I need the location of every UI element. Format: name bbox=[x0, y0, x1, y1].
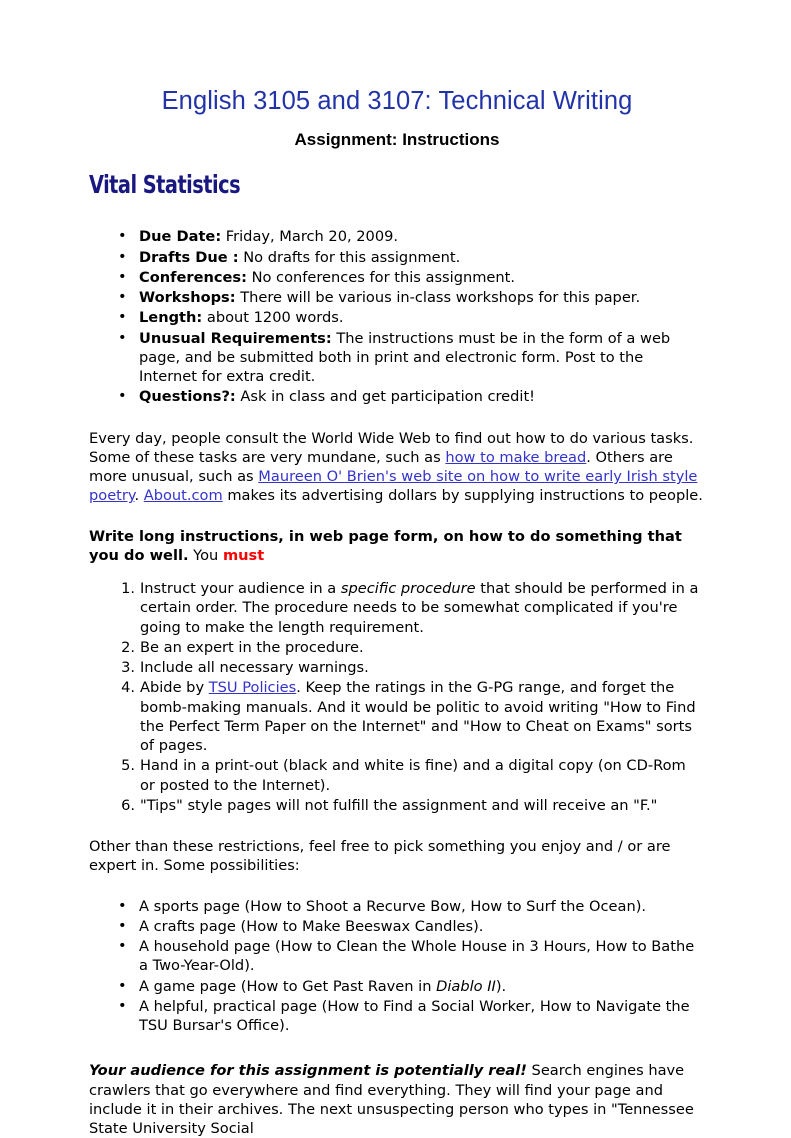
list-item bbox=[89, 977, 705, 996]
item-text: No conferences for this assignment. bbox=[246, 268, 516, 286]
item-text: There will be various in-class workshops for this paper. bbox=[235, 289, 641, 307]
list-item bbox=[89, 329, 705, 387]
link-how-to-make-bread[interactable]: how to make bread bbox=[445, 448, 587, 466]
list-item bbox=[89, 308, 705, 327]
list-item bbox=[89, 897, 705, 916]
poss4-text-b: ). bbox=[495, 977, 507, 995]
list-item bbox=[89, 796, 705, 815]
list-item bbox=[89, 387, 705, 406]
item-text: Friday, March 20, 2009. bbox=[221, 228, 399, 246]
req3-text: Include all necessary warnings. bbox=[140, 659, 369, 677]
spacer bbox=[89, 565, 705, 579]
intro-text-3: . bbox=[134, 487, 144, 505]
item-text: No drafts for this assignment. bbox=[238, 248, 461, 266]
intro-paragraph bbox=[89, 429, 705, 506]
list-item bbox=[89, 268, 705, 287]
req6-text: "Tips" style pages will not fulfill the assignment and will receive an "F." bbox=[140, 796, 658, 814]
directive-paragraph bbox=[89, 527, 705, 566]
assignment-subtitle: Assignment: Instructions bbox=[294, 130, 500, 150]
list-item bbox=[89, 288, 705, 307]
item-label: Unusual Requirements: bbox=[139, 329, 332, 347]
document-content bbox=[89, 86, 705, 1138]
item-label: Conferences: bbox=[139, 268, 247, 286]
audience-paragraph bbox=[89, 1061, 705, 1138]
list-item bbox=[89, 756, 705, 795]
spacer bbox=[89, 876, 705, 897]
list-item bbox=[89, 917, 705, 936]
item-label: Length: bbox=[139, 309, 203, 327]
poss4-italic-diablo: Diablo II bbox=[436, 977, 496, 995]
req5-text: Hand in a print-out (black and white is fine) and a digital copy (on CD-Rom or posted to the Internet). bbox=[140, 757, 686, 794]
intro-text-1: Every day, people consult the World Wide Web to find out how to do various tasks. Some of these tasks are very mundane, such as bbox=[89, 429, 694, 466]
list-item bbox=[89, 248, 705, 267]
req1-italic: specific procedure bbox=[340, 580, 476, 598]
list-item bbox=[89, 579, 705, 637]
intro-text-2: . Others are more unusual, such as bbox=[89, 448, 673, 486]
directive-bold: Write long instructions, in web page form, on how to do something that you do well. bbox=[89, 527, 682, 564]
possibilities-intro-paragraph: Other than these restrictions, feel free to pick something you enjoy and / or are expert in. Some possibilities: bbox=[89, 838, 671, 875]
list-item bbox=[89, 937, 705, 976]
req2-text: Be an expert in the procedure. bbox=[140, 638, 364, 656]
possibilities-list bbox=[89, 897, 705, 1036]
spacer bbox=[89, 408, 705, 429]
item-label: Workshops: bbox=[139, 289, 236, 307]
req4-text-a: Abide by bbox=[140, 679, 209, 697]
list-item bbox=[89, 227, 705, 246]
item-text: about 1200 words. bbox=[202, 309, 344, 327]
req4-text-b: . Keep the ratings in the G-PG range, and forget the bomb-making manuals. And it would be politic to avoid writing "How to Find the Perfect Term Paper on the Internet" and "How to Cheat on Exams" sorts of pages. bbox=[140, 679, 696, 755]
list-item bbox=[89, 658, 705, 677]
item-label: Questions?: bbox=[139, 388, 236, 406]
item-text: The instructions must be in the form of a web page, and be submitted both in print and electronic form. Post to the Internet for extra credit. bbox=[139, 329, 671, 386]
link-maureen-obrien-poetry[interactable]: Maureen O' Brien's web site on how to write early Irish style poetry bbox=[89, 468, 698, 505]
poss4-text-a: A game page (How to Get Past Raven in bbox=[139, 977, 437, 995]
requirements-list bbox=[89, 579, 705, 815]
section-heading-vital-statistics: Vital Statistics bbox=[89, 170, 241, 200]
poss1-text: A sports page (How to Shoot a Recurve Bow, How to Surf the Ocean). bbox=[139, 897, 647, 915]
intro-text-4: makes its advertising dollars by supplying instructions to people. bbox=[222, 487, 703, 505]
list-item bbox=[89, 997, 705, 1036]
poss2-text: A crafts page (How to Make Beeswax Candles). bbox=[139, 917, 484, 935]
item-label: Drafts Due : bbox=[139, 248, 239, 266]
spacer bbox=[89, 506, 705, 527]
page-title: English 3105 and 3107: Technical Writing bbox=[161, 87, 633, 115]
directive-plain: You bbox=[188, 546, 223, 564]
link-tsu-policies[interactable]: TSU Policies bbox=[208, 679, 297, 697]
list-item bbox=[89, 678, 705, 755]
poss3-text: A household page (How to Clean the Whole House in 3 Hours, How to Bathe a Two-Year-Old). bbox=[139, 938, 695, 975]
req1-text-b: that should be performed in a certain order. The procedure needs to be somewhat complicated if you're going to make the length requirement. bbox=[140, 580, 699, 636]
audience-plain: Search engines have crawlers that go everywhere and find everything. They will find your page and include it in their archives. The next unsuspecting person who types in "Tennessee State University Social bbox=[89, 1062, 694, 1138]
poss5-text: A helpful, practical page (How to Find a Social Worker, How to Navigate the TSU Bursar's Office). bbox=[139, 997, 690, 1035]
list-item bbox=[89, 638, 705, 657]
vital-statistics-list bbox=[89, 227, 705, 406]
req1-text-a: Instruct your audience in a bbox=[140, 580, 341, 598]
spacer bbox=[89, 197, 705, 227]
audience-bold-italic: Your audience for this assignment is potentially real! bbox=[89, 1062, 527, 1080]
emphasis-must: must bbox=[222, 546, 265, 564]
link-about-com[interactable]: About.com bbox=[143, 487, 223, 505]
item-text: Ask in class and get participation credit! bbox=[235, 388, 536, 406]
spacer bbox=[89, 1036, 705, 1061]
spacer bbox=[89, 816, 705, 837]
item-label: Due Date: bbox=[139, 228, 222, 246]
